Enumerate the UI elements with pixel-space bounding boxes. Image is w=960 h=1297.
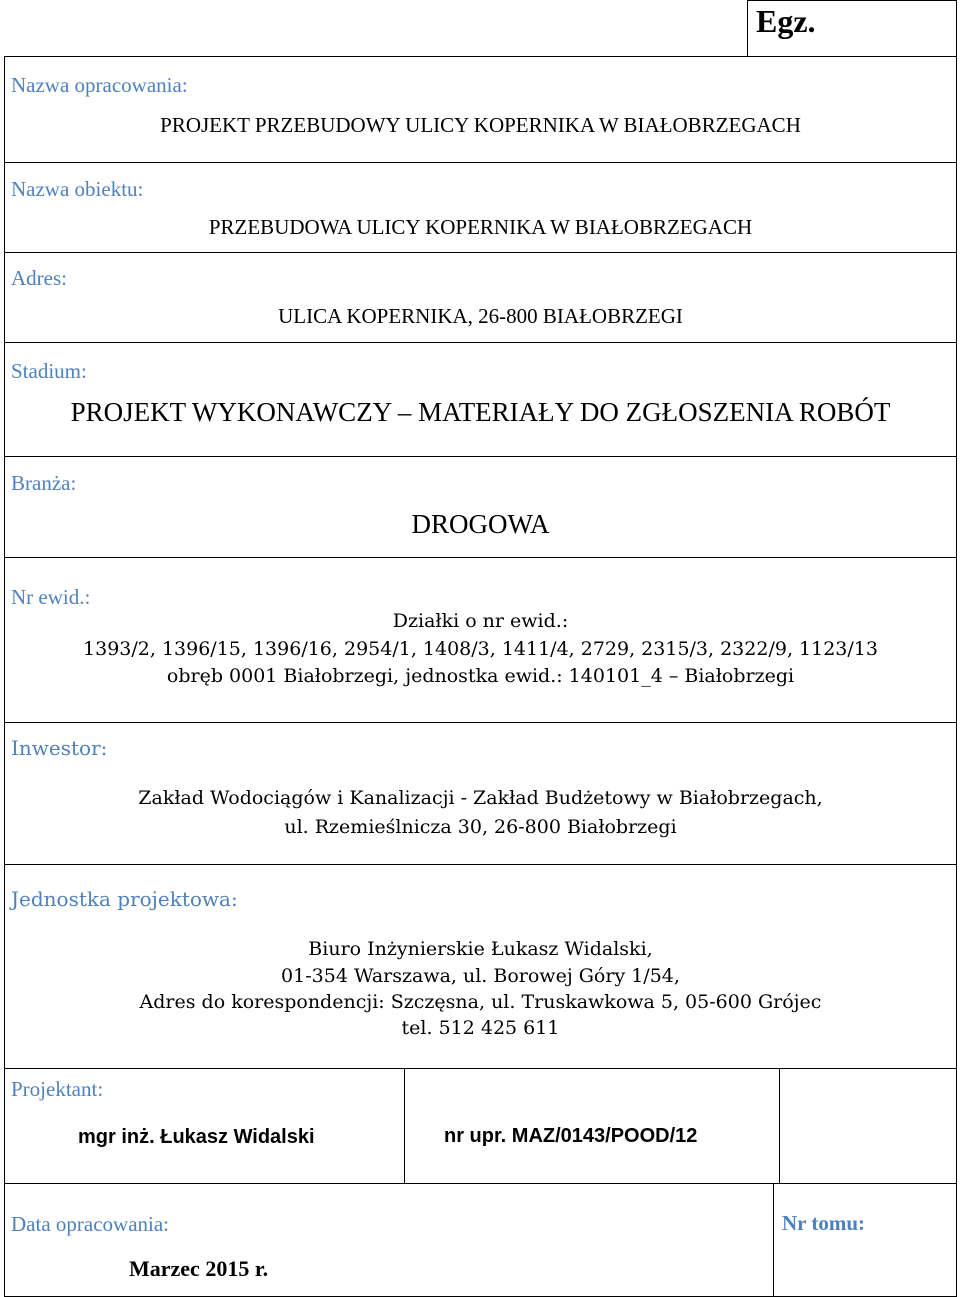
designer-label: Projektant: [11,1077,104,1101]
project-title: PROJEKT PRZEBUDOWY ULICY KOPERNIKA W BIAŁOBRZEGACH [160,113,801,137]
registry-heading: Działki o nr ewid.: [392,610,569,632]
title-section [4,56,957,163]
volume-cell [773,1183,774,1297]
stage-value: PROJEKT WYKONAWCZY – MATERIAŁY DO ZGŁOSZENIA ROBÓT [70,397,891,427]
branch-section [4,456,957,558]
address-value: ULICA KOPERNIKA, 26-800 BIAŁOBRZEGI [278,304,683,328]
copy-number-box [747,0,957,57]
design-unit-line-2: 01-354 Warszawa, ul. Borowej Góry 1/54, [281,965,680,987]
object-name: PRZEBUDOWA ULICY KOPERNIKA W BIAŁOBRZEGACH [208,215,753,239]
object-section [4,162,957,253]
design-unit-line-1: Biuro Inżynierskie Łukasz Widalski, [308,938,653,960]
date-value: Marzec 2015 r. [129,1256,269,1281]
design-unit-line-4: tel. 512 425 611 [401,1017,560,1039]
design-unit-line-3: Adres do korespondencji: Szczęsna, ul. Truskawkowa 5, 05-600 Grójec [139,991,822,1013]
branch-label: Branża: [11,471,77,495]
design-unit-label: Jednostka projektowa: [11,887,238,911]
designer-license: nr upr. MAZ/0143/POOD/12 [444,1125,698,1147]
object-label: Nazwa obiektu: [11,177,144,201]
registry-plots: 1393/2, 1396/15, 1396/16, 2954/1, 1408/3, 1411/4, 2729, 2315/3, 2322/9, 1123/13 [83,638,878,660]
investor-line-1: Zakład Wodociągów i Kanalizacji - Zakład Budżetowy w Białobrzegach, [138,787,823,809]
investor-label: Inwestor: [11,736,108,760]
date-section [4,1183,957,1297]
registry-area: obręb 0001 Białobrzegi, jednostka ewid.: 140101_4 – Białobrzegi [166,665,795,687]
stage-section [4,342,957,457]
branch-value: DROGOWA [411,509,550,539]
address-label: Adres: [11,266,67,290]
investor-section [4,722,957,865]
date-label: Data opracowania: [11,1212,170,1236]
copy-number-label: Egz. [756,3,816,39]
title-label: Nazwa opracowania: [11,73,188,97]
volume-label: Nr tomu: [782,1211,866,1235]
address-section [4,252,957,343]
registry-section [4,557,957,723]
design-unit-section [4,864,957,1069]
designer-name: mgr inż. Łukasz Widalski [78,1126,315,1148]
investor-line-2: ul. Rzemieślnicza 30, 26-800 Białobrzegi [284,816,677,838]
stage-label: Stadium: [11,359,87,383]
registry-label: Nr ewid.: [11,585,91,609]
